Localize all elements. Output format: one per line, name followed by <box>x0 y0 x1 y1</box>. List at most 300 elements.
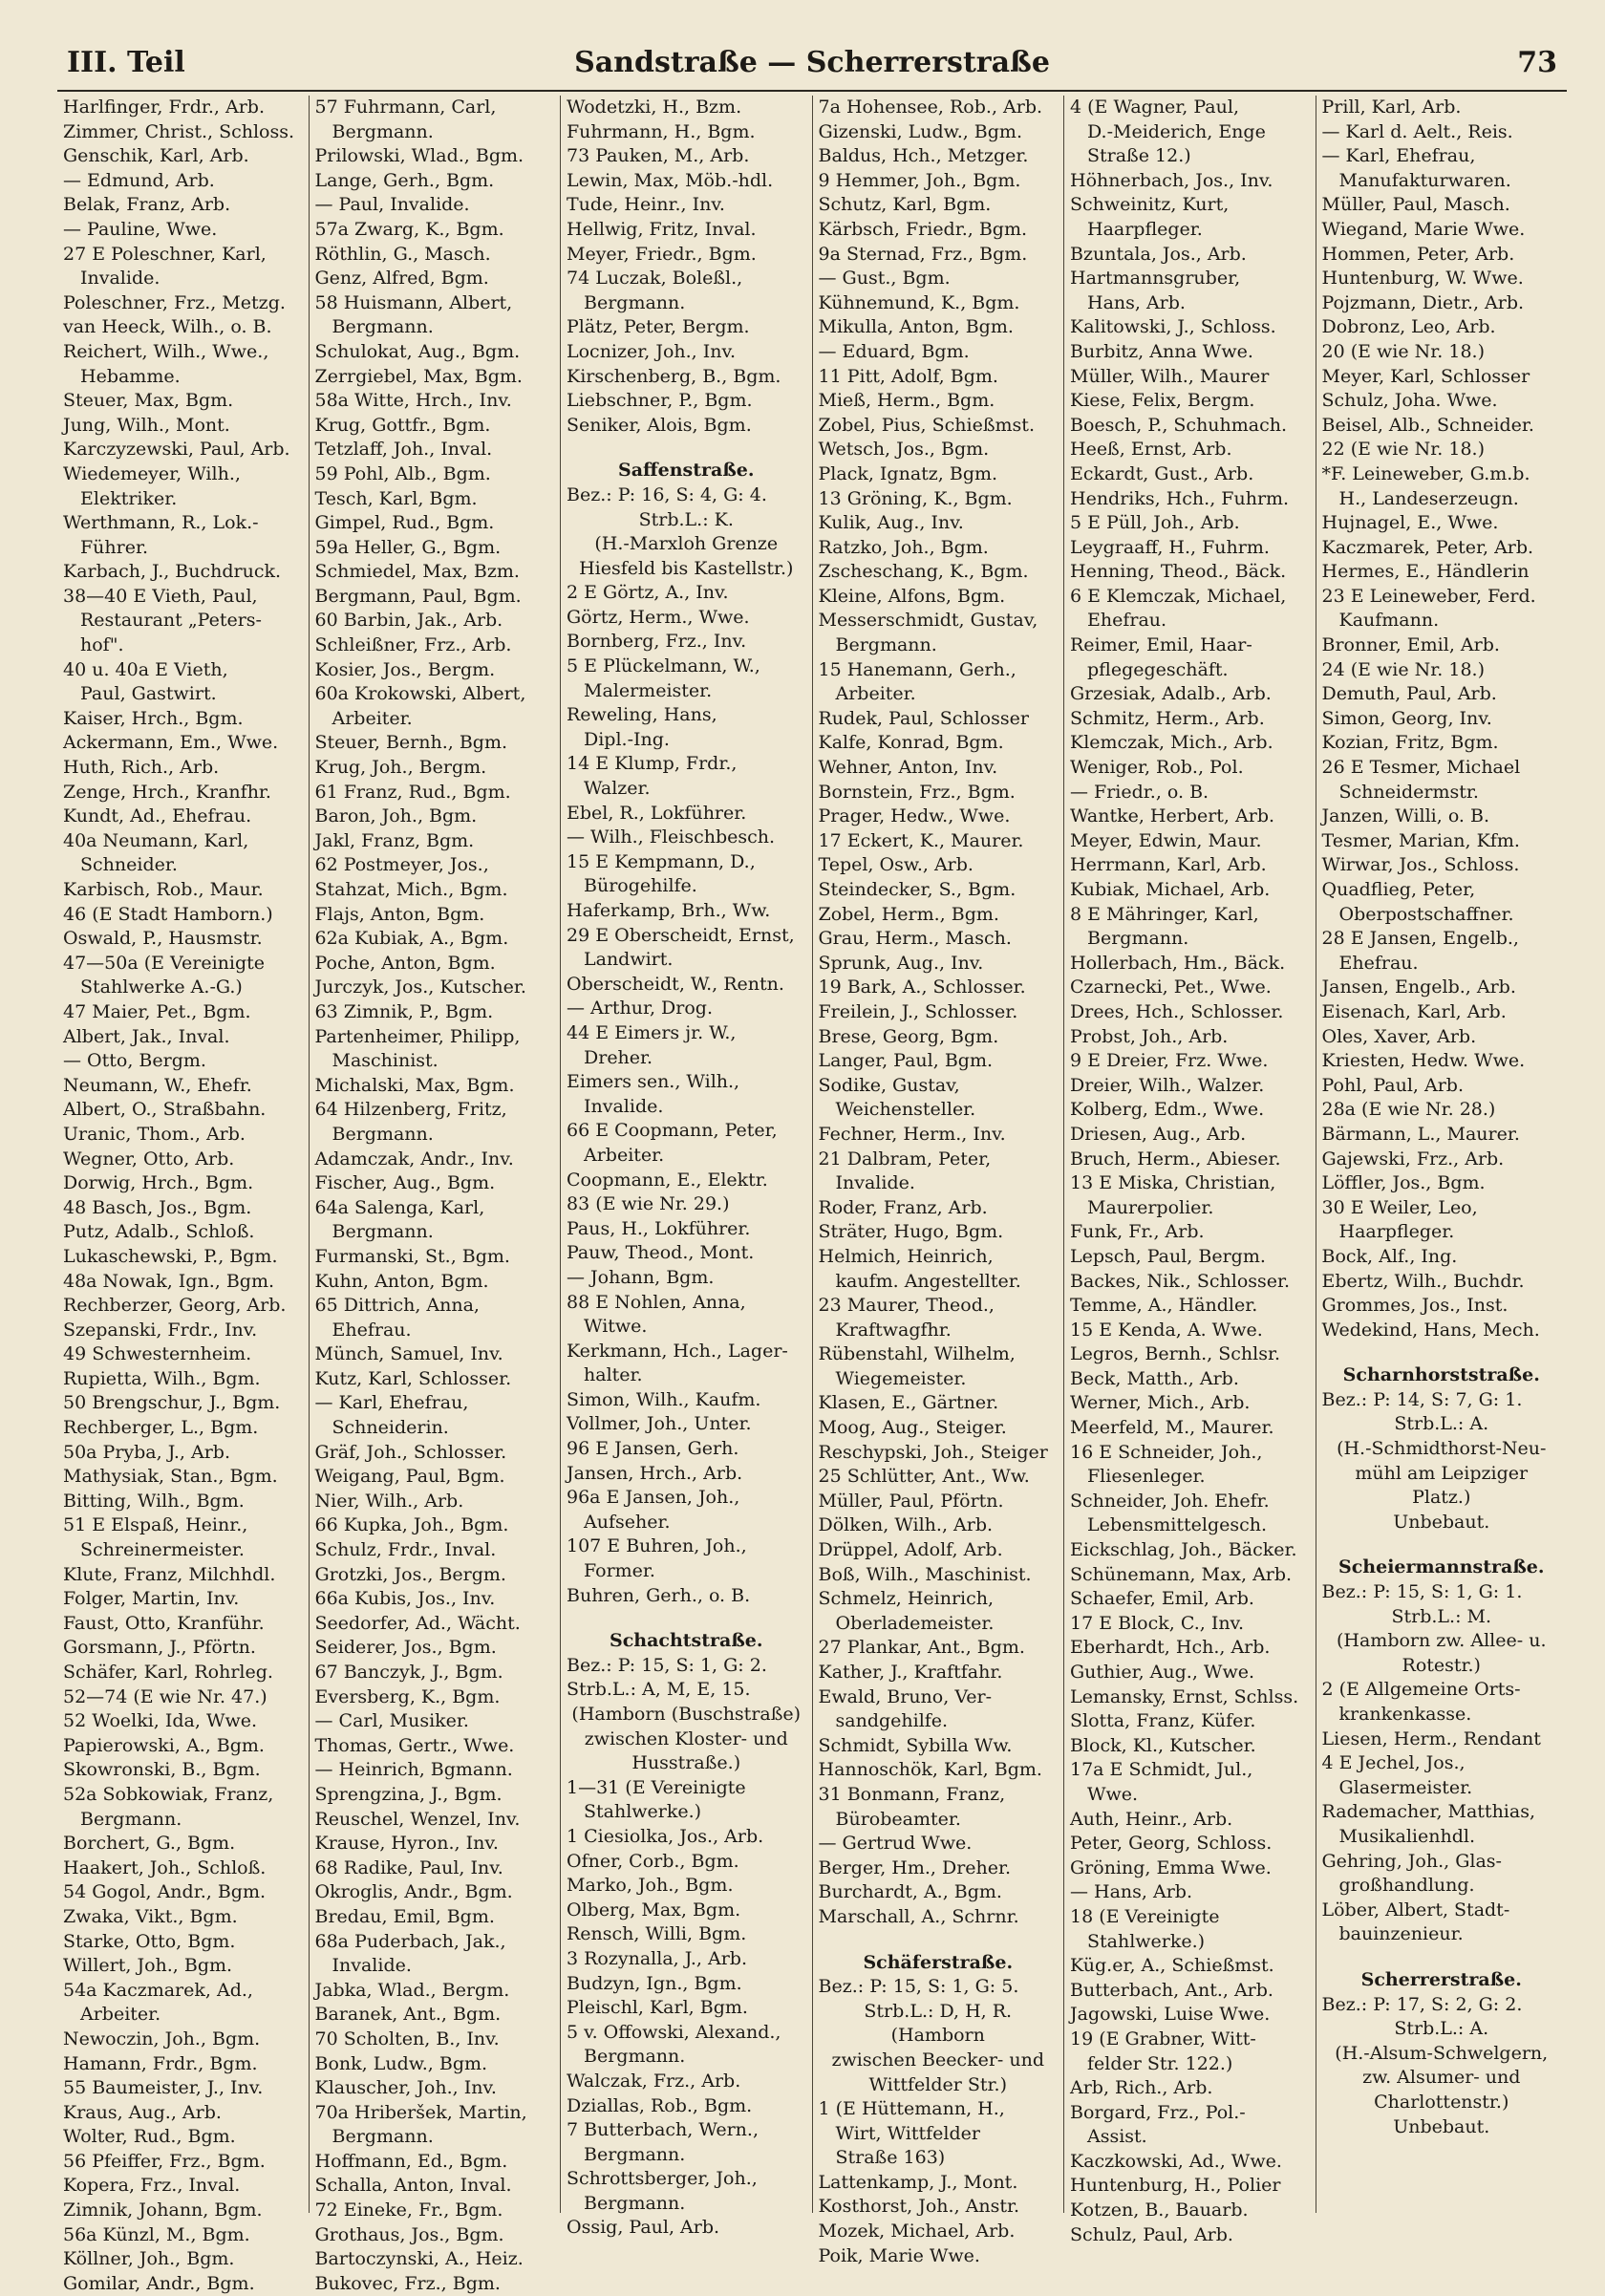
directory-entry-line: Werthmann, R., Lok.- <box>63 512 259 534</box>
directory-entry-line: 5 E Püll, Joh., Arb. <box>1070 512 1240 534</box>
directory-entry-line: Kleine, Alfons, Bgm. <box>818 585 1006 607</box>
directory-entry-line: Jurczyk, Jos., Kutscher. <box>314 976 526 998</box>
directory-entry-line: Hommen, Peter, Arb. <box>1321 243 1515 265</box>
directory-entry-line: Ehefrau. <box>1338 952 1419 974</box>
directory-entry-line: Dreier, Wilh., Walzer. <box>1070 1074 1265 1096</box>
directory-entry-line: Küg.er, A., Schießmst. <box>1070 1955 1274 1977</box>
directory-entry-line: Invalide. <box>835 1172 915 1194</box>
directory-entry-line: Huntenburg, H., Polier <box>1070 2175 1281 2197</box>
directory-entry-line: Seedorfer, Ad., Wächt. <box>314 1612 521 1634</box>
directory-entry-line: Pohl, Paul, Arb. <box>1321 1074 1465 1096</box>
directory-entry-line: Skowronski, B., Bgm. <box>63 1759 261 1781</box>
directory-entry-line: Simon, Georg, Inv. <box>1321 707 1492 729</box>
directory-entry-line: Dipl.-Ing. <box>584 728 670 750</box>
directory-entry-line: Ackermann, Em., Wwe. <box>63 732 279 754</box>
directory-entry-line: Ehefrau. <box>332 1319 412 1341</box>
directory-entry-line: Arbeiter. <box>80 2004 161 2026</box>
directory-entry-line: Köllner, Joh., Bgm. <box>63 2248 235 2270</box>
directory-entry-line: — Eduard, Bgm. <box>818 340 970 362</box>
directory-entry-line: Demuth, Paul, Arb. <box>1321 683 1497 705</box>
directory-entry-line: Klemczak, Mich., Arb. <box>1070 732 1273 754</box>
directory-entry-line: felder Str. 122.) <box>1087 2052 1233 2074</box>
directory-entry-line: Kosier, Jos., Bergm. <box>314 658 496 680</box>
directory-entry-line: Zimnik, Johann, Bgm. <box>63 2199 263 2221</box>
directory-entry-line: 66 E Coopmann, Peter, <box>567 1120 778 1142</box>
directory-entry-line: Lattenkamp, J., Mont. <box>818 2171 1018 2193</box>
directory-entry-line: Kosthorst, Joh., Anstr. <box>818 2196 1020 2218</box>
directory-entry-line: Röthlin, G., Masch. <box>314 243 491 265</box>
directory-entry-line: — Karl, Ehefrau, <box>1321 145 1476 167</box>
directory-entry-line: Zobel, Pius, Schießmst. <box>818 414 1035 436</box>
directory-entry-line: 66 Kupka, Joh., Bgm. <box>314 1514 509 1536</box>
directory-entry-line: 2 E Görtz, A., Inv. <box>567 582 729 604</box>
directory-entry-line: Haarpfleger. <box>1338 1221 1455 1243</box>
directory-entry-line: Lukaschewski, P., Bgm. <box>63 1245 278 1267</box>
directory-entry-line: Rupietta, Wilh., Bgm. <box>63 1367 261 1389</box>
directory-entry-line: Karbisch, Rob., Maur. <box>63 879 264 900</box>
directory-entry-line: Prager, Hedw., Wwe. <box>818 805 1011 827</box>
directory-entry-line: 62a Kubiak, A., Bgm. <box>314 928 509 950</box>
directory-entry-line: Kärbsch, Friedr., Bgm. <box>818 218 1028 240</box>
directory-entry-line: Bergmann. <box>584 2046 686 2068</box>
directory-entry-line: 17 Eckert, K., Maurer. <box>818 829 1024 851</box>
directory-entry-line: Haakert, Joh., Schloß. <box>63 1856 267 1878</box>
directory-entry-line: Jagowski, Luise Wwe. <box>1070 2004 1271 2026</box>
directory-entry-line: Rechberzer, Georg, Arb. <box>63 1295 287 1317</box>
street-info-line: (H.-Marxloh Grenze <box>594 533 779 555</box>
directory-entry-line: Kühnemund, K., Bgm. <box>818 291 1020 313</box>
directory-entry-line: Grau, Herm., Masch. <box>818 928 1012 950</box>
directory-entry-line: 28a (E wie Nr. 28.) <box>1321 1099 1496 1121</box>
street-info-line: Strb.L.: D, H, R. <box>864 2000 1013 2022</box>
directory-entry-line: Wiegand, Marie Wwe. <box>1321 218 1526 240</box>
section-spacer <box>1322 1534 1562 1548</box>
directory-entry-line: 23 E Leineweber, Ferd. <box>1321 585 1536 607</box>
directory-entry-line: 4 (E Wagner, Paul, <box>1070 97 1239 118</box>
directory-entry-line: Heeß, Ernst, Arb. <box>1070 439 1232 461</box>
directory-entry-line: — Edmund, Arb. <box>63 169 215 191</box>
street-info-line: Charlottenstr.) <box>1374 2091 1509 2113</box>
directory-entry-line: 63 Zimnik, P., Bgm. <box>314 1000 494 1022</box>
directory-entry-line: 3 Rozynalla, J., Arb. <box>567 1947 748 1969</box>
directory-entry-line: Klute, Franz, Milchhdl. <box>63 1563 276 1585</box>
column-5 <box>1064 96 1316 2245</box>
directory-entry-line: 50a Pryba, J., Arb. <box>63 1441 230 1463</box>
directory-entry-line: Kundt, Ad., Ehefrau. <box>63 805 252 827</box>
directory-entry-line: Elektriker. <box>80 487 178 509</box>
directory-entry-line: Boesch, P., Schuhmach. <box>1070 414 1288 436</box>
directory-entry-line: Kriesten, Hedw. Wwe. <box>1321 1050 1526 1072</box>
directory-entry-line: Haarpfleger. <box>1087 218 1203 240</box>
directory-entry-line: 17 E Block, C., Inv. <box>1070 1612 1245 1634</box>
directory-entry-line: Thomas, Gertr., Wwe. <box>314 1734 515 1756</box>
directory-entry-line: Mathysiak, Stan., Bgm. <box>63 1466 278 1488</box>
directory-entry-line: — Karl d. Aelt., Reis. <box>1321 120 1513 142</box>
directory-entry-line: 6 E Klemczak, Michael, <box>1070 585 1287 607</box>
directory-entry-line: Baranek, Ant., Bgm. <box>314 2004 502 2026</box>
street-info-line: Strb.L.: A. <box>1394 2018 1489 2040</box>
directory-entry-line: Kalitowski, J., Schloss. <box>1070 316 1276 338</box>
directory-entry-line: 56 Pfeiffer, Frz., Bgm. <box>63 2150 266 2172</box>
street-info-line: Unbebaut. <box>1393 1511 1490 1533</box>
directory-entry-line: Zerrgiebel, Max, Bgm. <box>314 365 523 387</box>
directory-entry-line: Liebschner, P., Bgm. <box>567 390 753 412</box>
directory-entry-line: Henning, Theod., Bäck. <box>1070 561 1287 583</box>
directory-entry-line: Hendriks, Hch., Fuhrm. <box>1070 487 1290 509</box>
directory-entry-line: 64 Hilzenberg, Fritz, <box>314 1099 507 1121</box>
directory-entry-line: van Heeck, Wilh., o. B. <box>63 316 272 338</box>
directory-entry-line: Eberhardt, Hch., Arb. <box>1070 1637 1271 1659</box>
directory-entry-line: 70a Hriberšek, Martin, <box>314 2101 527 2123</box>
directory-entry-line: Kather, J., Kraftfahr. <box>818 1662 1003 1683</box>
directory-entry-line: — Pauline, Wwe. <box>63 218 218 240</box>
directory-entry-line: Burbitz, Anna Wwe. <box>1070 340 1253 362</box>
directory-entry-line: Klauscher, Joh., Inv. <box>314 2077 497 2099</box>
directory-entry-line: Bergmann. <box>332 2126 434 2148</box>
street-info-line: (H.-Schmidthorst-Neu- <box>1337 1438 1547 1460</box>
directory-entry-line: Straße 12.) <box>1087 145 1191 167</box>
section-spacer <box>819 1930 1059 1943</box>
directory-entry-line: Poleschner, Frz., Metzg. <box>63 291 286 313</box>
directory-entry-line: Hebamme. <box>80 365 181 387</box>
directory-entry-line: Schmelz, Heinrich, <box>818 1588 995 1610</box>
street-info-line: Husstraße.) <box>631 1752 741 1774</box>
directory-entry-line: Slotta, Franz, Küfer. <box>1070 1710 1256 1732</box>
directory-entry-line: 11 Pitt, Adolf, Bgm. <box>818 365 998 387</box>
directory-entry-line: Ofner, Corb., Bgm. <box>567 1850 739 1872</box>
directory-entry-line: Grotzki, Jos., Bergm. <box>314 1563 506 1585</box>
directory-entry-line: Hannoschök, Karl, Bgm. <box>818 1759 1042 1781</box>
directory-entry-line: Schünemann, Max, Arb. <box>1070 1563 1293 1585</box>
directory-entry-line: Kubiak, Michael, Arb. <box>1070 879 1271 900</box>
street-info-line: (H.-Alsum-Schwelgern, <box>1335 2042 1549 2064</box>
directory-entry-line: Weigang, Paul, Bgm. <box>314 1466 505 1488</box>
directory-entry-line: Bornstein, Frz., Bgm. <box>818 781 1016 803</box>
directory-entry-line: Jung, Wilh., Mont. <box>63 414 230 436</box>
directory-entry-line: Reweling, Hans, <box>567 704 717 726</box>
directory-entry-line: 21 Dalbram, Peter, <box>818 1148 992 1169</box>
directory-entry-line: Ehefrau. <box>1087 610 1167 632</box>
directory-entry-line: — Johann, Bgm. <box>567 1266 715 1288</box>
directory-entry-line: Zimmer, Christ., Schloss. <box>63 120 295 142</box>
directory-entry-line: 19 Bark, A., Schlosser. <box>818 976 1026 998</box>
directory-entry-line: Roder, Franz, Arb. <box>818 1196 988 1218</box>
directory-entry-line: Reichert, Wilh., Wwe., <box>63 340 269 362</box>
directory-entry-line: Rechberger, L., Bgm. <box>63 1417 259 1439</box>
directory-entry-line: Schneiderin. <box>332 1417 449 1439</box>
directory-entry-line: Simon, Wilh., Kaufm. <box>567 1388 761 1410</box>
directory-entry-line: Schalla, Anton, Inval. <box>314 2175 512 2197</box>
directory-entry-line: Papierowski, A., Bgm. <box>63 1734 265 1756</box>
directory-entry-line: Paus, H., Lokführer. <box>567 1217 751 1239</box>
directory-entry-line: 52 Woelki, Ida, Wwe. <box>63 1710 258 1732</box>
directory-entry-line: Kolberg, Edm., Wwe. <box>1070 1099 1265 1121</box>
directory-entry-line: Gajewski, Frz., Arb. <box>1321 1148 1505 1169</box>
directory-entry-line: Czarnecki, Pet., Wwe. <box>1070 976 1272 998</box>
directory-entry-line: Maschinist. <box>332 1050 439 1072</box>
directory-entry-line: 14 E Klump, Frdr., <box>567 753 738 775</box>
directory-entry-line: Hollerbach, Hm., Bäck. <box>1070 952 1286 974</box>
directory-entry-line: Kaiser, Hrch., Bgm. <box>63 707 244 729</box>
directory-entry-line: Walczak, Frz., Arb. <box>567 2070 741 2092</box>
directory-entry-line: Wedekind, Hans, Mech. <box>1321 1319 1540 1341</box>
directory-entry-line: Bronner, Emil, Arb. <box>1321 634 1500 656</box>
directory-entry-line: Oberpostschaffner. <box>1338 903 1514 925</box>
directory-entry-line: Former. <box>584 1560 655 1582</box>
directory-entry-line: Wiegemeister. <box>835 1367 967 1389</box>
directory-entry-line: Löber, Albert, Stadt- <box>1321 1899 1510 1920</box>
directory-entry-line: Paul, Gastwirt. <box>80 683 217 705</box>
column-3 <box>561 96 813 2239</box>
directory-entry-line: Bergmann. <box>332 316 434 338</box>
directory-entry-line: Auth, Heinr., Arb. <box>1070 1808 1233 1830</box>
directory-entry-line: Schulz, Paul, Arb. <box>1070 2223 1233 2245</box>
directory-entry-line: 68 Radike, Paul, Inv. <box>314 1856 503 1878</box>
directory-entry-line: 48a Nowak, Ign., Bgm. <box>63 1270 274 1292</box>
directory-entry-line: Wiedemeyer, Wilh., <box>63 462 241 484</box>
directory-entry-line: 59a Heller, G., Bgm. <box>314 536 502 558</box>
directory-entry-line: Zscheschang, K., Bgm. <box>818 561 1029 583</box>
directory-entry-line: Bez.: P: 17, S: 2, G: 2. <box>1321 1993 1523 2015</box>
directory-entry-line: Weniger, Rob., Pol. <box>1070 757 1244 779</box>
directory-entry-line: Schleißner, Frz., Arb. <box>314 634 512 656</box>
directory-entry-line: *F. Leineweber, G.m.b. <box>1321 462 1530 484</box>
directory-entry-line: 9 Hemmer, Joh., Bgm. <box>818 169 1021 191</box>
directory-entry-line: 15 E Kempmann, D., <box>567 850 756 872</box>
directory-entry-line: Bergmann. <box>835 634 937 656</box>
directory-entry-line: Arbeiter. <box>584 1144 665 1166</box>
directory-entry-line: Michalski, Max, Bgm. <box>314 1074 515 1096</box>
street-heading: Saffenstraße. <box>618 460 755 482</box>
directory-entry-line: — Gust., Bgm. <box>818 268 951 290</box>
directory-entry-line: Schneider, Joh. Ehefr. <box>1070 1490 1270 1512</box>
directory-entry-line: 30 E Weiler, Leo, <box>1321 1196 1478 1218</box>
directory-entry-line: Walzer. <box>584 778 651 800</box>
directory-entry-line: Guthier, Aug., Wwe. <box>1070 1662 1254 1683</box>
directory-entry-line: Funk, Fr., Arb. <box>1070 1221 1205 1243</box>
directory-entry-line: Kirschenberg, B., Bgm. <box>567 365 781 387</box>
directory-entry-line: Schmiedel, Max, Bzm. <box>314 561 520 583</box>
directory-entry-line: bauinzenieur. <box>1338 1923 1464 1945</box>
directory-entry-line: Butterbach, Ant., Arb. <box>1070 1979 1273 2001</box>
street-heading: Schachtstraße. <box>609 1630 763 1652</box>
directory-entry-line: 46 (E Stadt Hamborn.) <box>63 903 273 925</box>
directory-entry-line: Zobel, Herm., Bgm. <box>818 903 999 925</box>
directory-entry-line: Rademacher, Matthias, <box>1321 1801 1536 1823</box>
directory-entry-line: Kozian, Fritz, Bgm. <box>1321 732 1499 754</box>
directory-entry-line: 5 v. Offowski, Alexand., <box>567 2021 781 2043</box>
directory-entry-line: Strb.L.: A, M, E, 15. <box>567 1679 751 1701</box>
directory-entry-line: Kraftwagfhr. <box>835 1319 952 1341</box>
street-info-line: Strb.L.: M. <box>1391 1605 1492 1627</box>
directory-entry-line: Lange, Gerh., Bgm. <box>314 169 495 191</box>
directory-entry-line: Tepel, Osw., Arb. <box>818 854 974 876</box>
directory-entry-line: 58a Witte, Hrch., Inv. <box>314 390 512 412</box>
directory-entry-line: Okroglis, Andr., Bgm. <box>314 1881 513 1903</box>
directory-entry-line: Coopmann, E., Elektr. <box>567 1169 768 1191</box>
directory-entry-line: Backes, Nik., Schlosser. <box>1070 1270 1291 1292</box>
directory-entry-line: 17a E Schmidt, Jul., <box>1070 1759 1253 1781</box>
directory-entry-line: Bez.: P: 15, S: 1, G: 2. <box>567 1654 767 1676</box>
directory-entry-line: krankenkasse. <box>1338 1704 1472 1725</box>
street-info-line: Strb.L.: K. <box>638 508 734 530</box>
directory-entry-line: Pojzmann, Dietr., Arb. <box>1321 291 1525 313</box>
directory-entry-line: Gomilar, Andr., Bgm. <box>63 2272 255 2294</box>
column-4 <box>813 96 1065 2266</box>
directory-entry-line: Eickschlag, Joh., Bäcker. <box>1070 1539 1297 1561</box>
directory-entry-line: Berger, Hm., Dreher. <box>818 1856 1012 1878</box>
directory-entry-line: — Karl, Ehefrau, <box>314 1392 469 1414</box>
street-info-line: Unbebaut. <box>1393 2115 1490 2137</box>
directory-entry-line: Flajs, Anton, Bgm. <box>314 903 485 925</box>
directory-entry-line: Ratzko, Joh., Bgm. <box>818 536 989 558</box>
directory-entry-line: Willert, Joh., Bgm. <box>63 1955 233 1977</box>
directory-entry-line: Jansen, Hrch., Arb. <box>567 1462 743 1484</box>
directory-entry-line: Zwaka, Vikt., Bgm. <box>63 1905 238 1927</box>
directory-entry-line: — Otto, Bergm. <box>63 1050 206 1072</box>
street-info-line: (Hamborn zw. Allee- u. <box>1337 1630 1547 1652</box>
directory-entry-line: Pleischl, Karl, Bgm. <box>567 1997 748 2019</box>
directory-entry-line: 22 (E wie Nr. 18.) <box>1321 439 1485 461</box>
directory-entry-line: 96 E Jansen, Gerh. <box>567 1438 739 1460</box>
directory-entry-line: 28 E Jansen, Engelb., <box>1321 928 1519 950</box>
directory-entry-line: Bergmann. <box>1087 928 1189 950</box>
directory-entry-line: 18 (E Vereinigte <box>1070 1905 1220 1927</box>
directory-entry-line: Bürobeamter. <box>835 1808 961 1830</box>
directory-entry-line: Bergmann. <box>332 120 434 142</box>
directory-entry-line: Schäfer, Karl, Rohrleg. <box>63 1662 273 1683</box>
directory-entry-line: kaufm. Angestellter. <box>835 1270 1021 1292</box>
directory-entry-line: Huntenburg, W. Wwe. <box>1321 268 1524 290</box>
directory-entry-line: 61 Franz, Rud., Bgm. <box>314 781 511 803</box>
directory-entry-line: Schweinitz, Kurt, <box>1070 194 1230 216</box>
directory-entry-line: Bürogehilfe. <box>584 875 697 897</box>
directory-entry-line: Partenheimer, Philipp, <box>314 1025 521 1047</box>
directory-entry-line: 1 Ciesiolka, Jos., Arb. <box>567 1825 764 1847</box>
directory-entry-line: Oles, Xaver, Arb. <box>1321 1025 1477 1047</box>
section-spacer <box>1322 1947 1562 1961</box>
directory-entry-line: Plack, Ignatz, Bgm. <box>818 462 998 484</box>
directory-entry-line: 15 Hanemann, Gerh., <box>818 658 1016 680</box>
street-info-line: zwischen Kloster- und <box>584 1727 788 1749</box>
street-info-line: Wittfelder Str.) <box>868 2073 1008 2095</box>
directory-entry-line: Neumann, W., Ehefr. <box>63 1074 252 1096</box>
directory-entry-line: Kiese, Felix, Bergm. <box>1070 390 1255 412</box>
directory-entry-line: Quadflieg, Peter, <box>1321 879 1476 900</box>
directory-entry-line: Uranic, Thom., Arb. <box>63 1123 246 1145</box>
directory-entry-line: Wirt, Wittfelder <box>835 2122 980 2144</box>
directory-entry-line: Tesmer, Marian, Kfm. <box>1321 829 1520 851</box>
directory-entry-line: Stahlwerke.) <box>584 1801 702 1823</box>
directory-entry-line: Hans, Arb. <box>1087 291 1186 313</box>
directory-entry-line: Plätz, Peter, Bergm. <box>567 316 750 338</box>
directory-entry-line: Starke, Otto, Bgm. <box>63 1930 236 1952</box>
directory-entry-line: Eckardt, Gust., Arb. <box>1070 462 1254 484</box>
directory-entry-line: Vollmer, Joh., Unter. <box>567 1413 752 1435</box>
directory-entry-line: Jakl, Franz, Bgm. <box>314 829 475 851</box>
page-header <box>57 40 1567 92</box>
directory-entry-line: Dreher. <box>584 1046 653 1068</box>
directory-entry-line: 40 u. 40a E Vieth, <box>63 658 228 680</box>
directory-entry-line: Steindecker, S., Bgm. <box>818 879 1016 900</box>
directory-entry-line: Helmich, Heinrich, <box>818 1245 994 1267</box>
directory-entry-line: Tesch, Karl, Bgm. <box>314 487 478 509</box>
directory-entry-line: Schaefer, Emil, Arb. <box>1070 1588 1254 1610</box>
directory-entry-line: — Arthur, Drog. <box>567 998 713 1019</box>
directory-entry-line: Schreinermeister. <box>80 1539 245 1561</box>
directory-entry-line: Sodike, Gustav, <box>818 1074 960 1096</box>
directory-entry-line: hof". <box>80 634 124 656</box>
directory-entry-line: Lemansky, Ernst, Schlss. <box>1070 1685 1299 1707</box>
directory-entry-line: 25 Schlütter, Ant., Ww. <box>818 1466 1030 1488</box>
directory-entry-line: Belak, Franz, Arb. <box>63 194 231 216</box>
directory-entry-line: sandgehilfe. <box>835 1710 949 1732</box>
directory-entry-line: 74 Luczak, Boleßl., <box>567 268 743 290</box>
directory-entry-line: 57 Fuhrmann, Carl, <box>314 97 497 118</box>
directory-entry-line: Borchert, G., Bgm. <box>63 1833 236 1855</box>
column-container <box>57 96 1567 2294</box>
directory-entry-line: Bez.: P: 16, S: 4, G: 4. <box>567 483 767 505</box>
directory-entry-line: 19 (E Grabner, Witt- <box>1070 2028 1256 2049</box>
directory-entry-line: Furmanski, St., Bgm. <box>314 1245 510 1267</box>
section-spacer <box>567 438 806 451</box>
directory-entry-line: Grzesiak, Adalb., Arb. <box>1070 683 1272 705</box>
directory-entry-line: — Hans, Arb. <box>1070 1881 1193 1903</box>
directory-entry-line: Schulokat, Aug., Bgm. <box>314 340 521 362</box>
directory-entry-line: Reimer, Emil, Haar- <box>1070 634 1252 656</box>
directory-entry-line: Borgard, Frz., Pol.- <box>1070 2101 1246 2123</box>
directory-entry-line: Fischer, Aug., Bgm. <box>314 1172 496 1194</box>
directory-entry-line: 4 E Jechel, Jos., <box>1321 1752 1466 1774</box>
directory-entry-line: — Gertrud Wwe. <box>818 1833 973 1855</box>
directory-entry-line: Dziallas, Rob., Bgm. <box>567 2094 753 2116</box>
directory-entry-line: Grommes, Jos., Inst. <box>1321 1295 1509 1317</box>
directory-entry-line: 65 Dittrich, Anna, <box>314 1295 480 1317</box>
directory-entry-line: Steuer, Max, Bgm. <box>63 390 234 412</box>
directory-entry-line: — Heinrich, Bgmann. <box>314 1759 513 1781</box>
directory-entry-line: Bornberg, Frz., Inv. <box>567 631 747 653</box>
directory-entry-line: Zenge, Hrch., Kranfhr. <box>63 781 271 803</box>
directory-entry-line: 13 Gröning, K., Bgm. <box>818 487 1013 509</box>
directory-entry-line: Restaurant „Peters- <box>80 610 262 632</box>
directory-entry-line: Pauw, Theod., Mont. <box>567 1242 755 1264</box>
directory-entry-line: Schutz, Karl, Bgm. <box>818 194 992 216</box>
directory-entry-line: 52a Sobkowiak, Franz, <box>63 1783 274 1805</box>
directory-entry-line: Fuhrmann, H., Bgm. <box>567 120 756 142</box>
street-heading: Schäferstraße. <box>863 1951 1014 1973</box>
directory-entry-line: 29 E Oberscheidt, Ernst, <box>567 924 795 946</box>
directory-entry-line: 31 Bonmann, Franz, <box>818 1783 1006 1805</box>
directory-entry-line: Legros, Bernh., Schlsr. <box>1070 1343 1281 1365</box>
directory-entry-line: 55 Baumeister, J., Inv. <box>63 2077 264 2099</box>
directory-entry-line: 54 Gogol, Andr., Bgm. <box>63 1881 267 1903</box>
directory-entry-line: 60 Barbin, Jak., Arb. <box>314 610 503 632</box>
directory-entry-line: Kotzen, B., Bauarb. <box>1070 2199 1249 2221</box>
directory-entry-line: Fliesenleger. <box>1087 1466 1206 1488</box>
directory-entry-line: Schneidermstr. <box>1338 781 1479 803</box>
directory-entry-line: 52—74 (E wie Nr. 47.) <box>63 1685 268 1707</box>
directory-entry-line: 96a E Jansen, Joh., <box>567 1487 740 1509</box>
directory-entry-line: Probst, Joh., Arb. <box>1070 1025 1229 1047</box>
directory-entry-line: Kaczmarek, Peter, Arb. <box>1321 536 1534 558</box>
directory-entry-line: 15 E Kenda, A. Wwe. <box>1070 1319 1263 1341</box>
directory-entry-line: Gröning, Emma Wwe. <box>1070 1856 1272 1878</box>
street-info-line: Hiesfeld bis Kastellstr.) <box>579 557 794 579</box>
directory-entry-line: Stahlwerke A.-G.) <box>80 976 243 998</box>
directory-entry-line: Schulz, Joha. Wwe. <box>1321 390 1498 412</box>
directory-entry-line: 57a Zwarg, K., Bgm. <box>314 218 504 240</box>
directory-entry-line: 47 Maier, Pet., Bgm. <box>63 1000 251 1022</box>
